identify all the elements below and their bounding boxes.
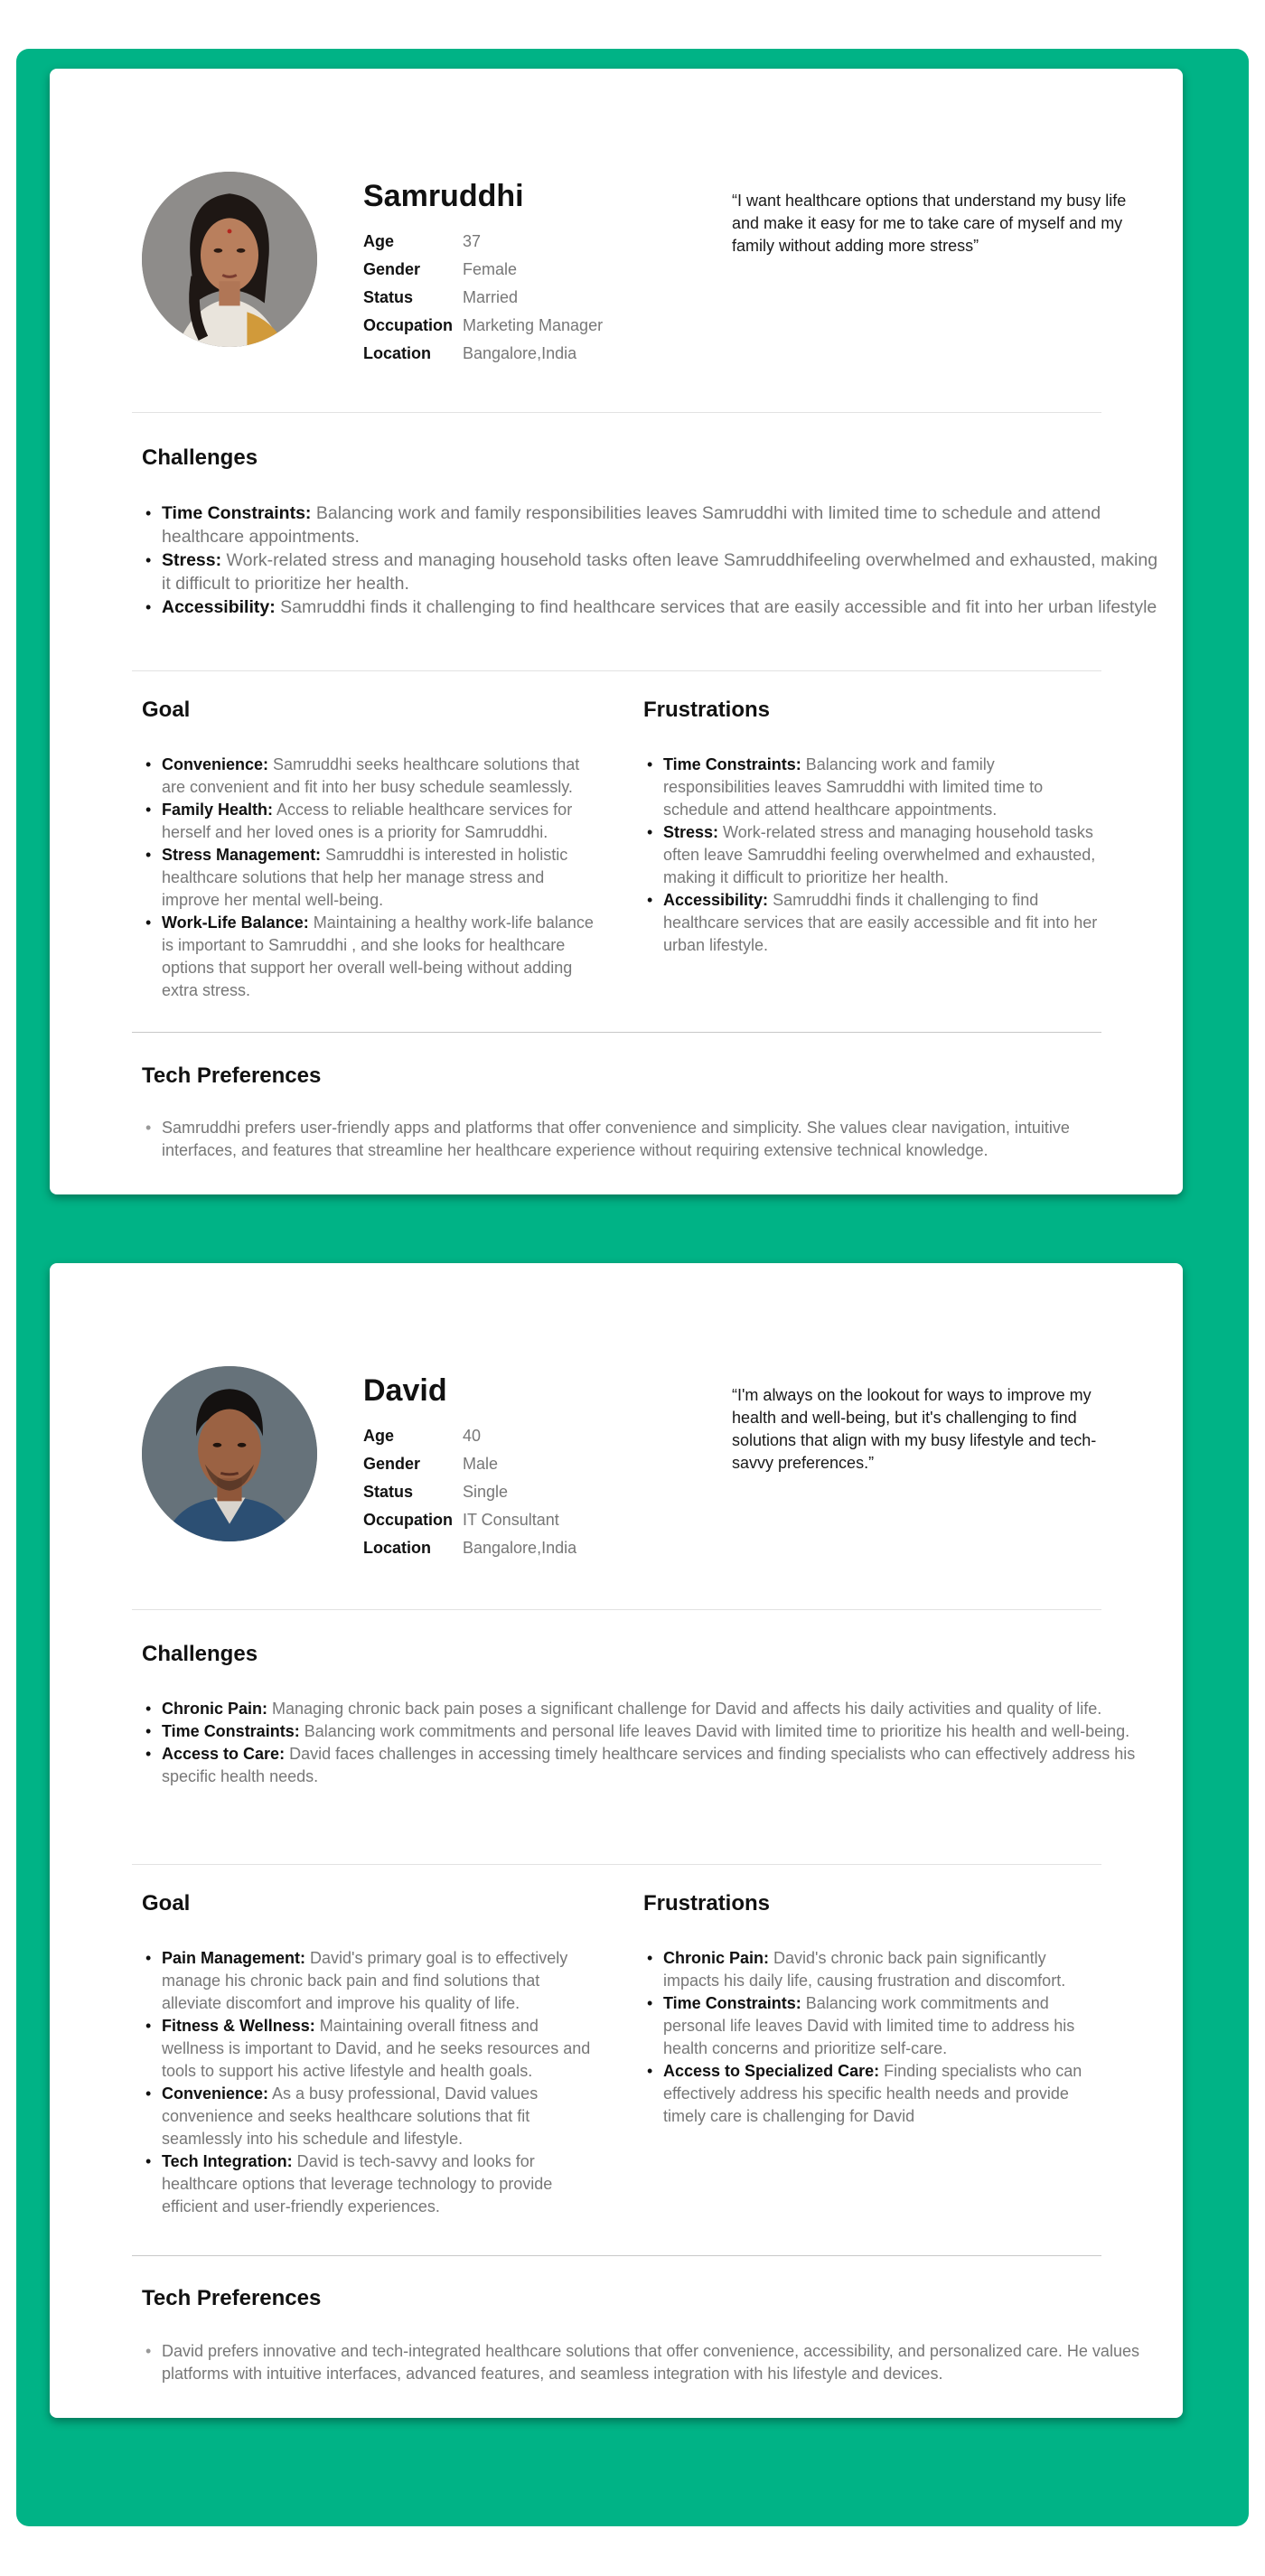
divider <box>132 412 1101 413</box>
detail-label: Gender <box>363 1455 421 1473</box>
divider <box>132 1864 1101 1865</box>
list-item: • Work-Life Balance: Maintaining a healthy work-life balance is important to Samruddhi , and she looks for healthcare options that support her overall well-being without adding extra stress. <box>142 912 603 1002</box>
list-item: • David prefers innovative and tech-integrated healthcare solutions that offer convenience, accessibility, and personalized care. He values platforms with intuitive interfaces, advanced features, and seamless integration with his lifestyle and devices. <box>142 2340 1145 2385</box>
detail-value: Female <box>463 260 518 278</box>
frustrations-title: Frustrations <box>643 1891 771 1916</box>
detail-label: Occupation <box>363 1511 454 1529</box>
tech-preferences-list <box>142 1117 1145 1162</box>
list-item: • Convenience: Samruddhi seeks healthcare solutions that are convenient and fit into her busy schedule seamlessly. <box>142 754 603 799</box>
persona-quote: “I want healthcare options that understand my busy life and make it easy for me to take care of myself and my family without adding more stress” <box>732 192 1127 255</box>
detail-row <box>363 284 603 312</box>
detail-value: Bangalore,India <box>463 1539 577 1557</box>
list-item: • Chronic Pain: David's chronic back pain significantly impacts his daily life, causing frustration and discomfort. <box>643 1947 1104 1992</box>
tech-preferences-title: Tech Preferences <box>142 1063 322 1088</box>
list-item: • Convenience: As a busy professional, David values convenience and seeks healthcare solutions that fit seamlessly into his schedule and lifestyle. <box>142 2083 603 2150</box>
divider <box>132 1032 1101 1033</box>
detail-row <box>363 1534 576 1562</box>
frustrations-title: Frustrations <box>643 698 771 722</box>
detail-row <box>363 256 603 284</box>
detail-value: IT Consultant <box>463 1511 559 1529</box>
detail-label: Location <box>363 1539 431 1557</box>
divider <box>132 2255 1101 2256</box>
frustrations-list <box>643 1947 1104 2128</box>
detail-value: Married <box>463 288 519 306</box>
persona-card-samruddhi <box>50 69 1183 1194</box>
detail-label: Location <box>363 344 431 362</box>
list-item: • Family Health: Access to reliable healthcare services for herself and her loved ones is a priority for Samruddhi. <box>142 799 603 844</box>
detail-row <box>363 1506 576 1534</box>
persona-details <box>363 1422 576 1562</box>
avatar <box>142 172 317 347</box>
list-item: • Access to Care: David faces challenges in accessing timely healthcare services and finding specialists who can effectively address his specific health needs. <box>142 1743 1163 1788</box>
goal-title: Goal <box>142 698 191 722</box>
detail-value: 37 <box>463 232 482 250</box>
persona-quote: “I'm always on the lookout for ways to improve my health and well-being, but it's challenging to find solutions that align with my busy lifestyle and tech-savvy preferences.” <box>732 1386 1097 1472</box>
challenges-list <box>142 501 1163 619</box>
challenges-title: Challenges <box>142 445 258 470</box>
detail-value: Bangalore,India <box>463 344 577 362</box>
detail-label: Gender <box>363 260 421 278</box>
goal-list <box>142 754 603 1002</box>
list-item: • Fitness & Wellness: Maintaining overall fitness and wellness is important to David, and he seeks resources and tools to support his active lifestyle and health goals. <box>142 2015 603 2083</box>
persona-card-david <box>50 1263 1183 2418</box>
list-item: • Time Constraints: Balancing work and family responsibilities leaves Samruddhi with limited time to schedule and attend healthcare appointments. <box>142 501 1163 548</box>
goal-list <box>142 1947 603 2218</box>
detail-row <box>363 312 603 340</box>
goal-title: Goal <box>142 1891 191 1916</box>
detail-label: Age <box>363 232 395 250</box>
man-portrait-icon <box>142 1366 317 1541</box>
detail-label: Age <box>363 1427 395 1445</box>
detail-row <box>363 228 603 256</box>
list-item: • Accessibility: Samruddhi finds it challenging to find healthcare services that are easily accessible and fit into her urban lifestyle. <box>643 889 1104 957</box>
persona-name: Samruddhi <box>363 179 524 213</box>
detail-row <box>363 1422 576 1450</box>
list-item: • Chronic Pain: Managing chronic back pain poses a significant challenge for David and affects his daily activities and quality of life. <box>142 1698 1163 1720</box>
list-item: • Access to Specialized Care: Finding specialists who can effectively address his specific health needs and provide timely care is challenging for David <box>643 2060 1104 2128</box>
detail-value: Marketing Manager <box>463 316 604 334</box>
detail-row <box>363 1450 576 1478</box>
list-item: • Time Constraints: Balancing work and family responsibilities leaves Samruddhi with limited time to schedule and attend healthcare appointments. <box>643 754 1104 821</box>
detail-label: Status <box>363 1483 414 1501</box>
list-item: • Time Constraints: Balancing work commitments and personal life leaves David with limited time to address his health concerns and prioritize self-care. <box>643 1992 1104 2060</box>
tech-preferences-list <box>142 2340 1145 2385</box>
challenges-list <box>142 1698 1163 1788</box>
tech-preferences-title: Tech Preferences <box>142 2286 322 2310</box>
detail-label: Status <box>363 288 414 306</box>
detail-label: Occupation <box>363 316 454 334</box>
list-item: • Tech Integration: David is tech-savvy and looks for healthcare options that leverage technology to provide efficient and user-friendly experiences. <box>142 2150 603 2218</box>
list-item: • Accessibility: Samruddhi finds it challenging to find healthcare services that are easily accessible and fit into her urban lifestyle <box>142 595 1163 619</box>
avatar <box>142 1366 317 1541</box>
list-item: • Stress: Work-related stress and managing household tasks often leave Samruddhi feeling overwhelmed and exhausted, making it difficult to prioritize her health. <box>643 821 1104 889</box>
persona-details <box>363 228 603 368</box>
detail-row <box>363 340 603 368</box>
detail-value: Single <box>463 1483 509 1501</box>
frustrations-list <box>643 754 1104 957</box>
list-item: • Stress Management: Samruddhi is interested in holistic healthcare solutions that help her manage stress and improve her mental well-being. <box>142 844 603 912</box>
detail-row <box>363 1478 576 1506</box>
detail-value: 40 <box>463 1427 482 1445</box>
challenges-title: Challenges <box>142 1642 258 1666</box>
divider <box>132 1609 1101 1610</box>
list-item: • Samruddhi prefers user-friendly apps and platforms that offer convenience and simplicity. She values clear navigation, intuitive interfaces, and features that streamline her healthcare experience without requiring extensive technical knowledge. <box>142 1117 1145 1162</box>
list-item: • Time Constraints: Balancing work commitments and personal life leaves David with limited time to prioritize his health and well-being. <box>142 1720 1163 1743</box>
woman-portrait-icon <box>142 172 317 347</box>
divider <box>132 670 1101 671</box>
list-item: • Stress: Work-related stress and managing household tasks often leave Samruddhifeeling overwhelmed and exhausted, making it difficult to prioritize her health. <box>142 548 1163 595</box>
list-item: • Pain Management: David's primary goal is to effectively manage his chronic back pain and find solutions that alleviate discomfort and improve his quality of life. <box>142 1947 603 2015</box>
persona-name: David <box>363 1373 447 1408</box>
detail-value: Male <box>463 1455 499 1473</box>
